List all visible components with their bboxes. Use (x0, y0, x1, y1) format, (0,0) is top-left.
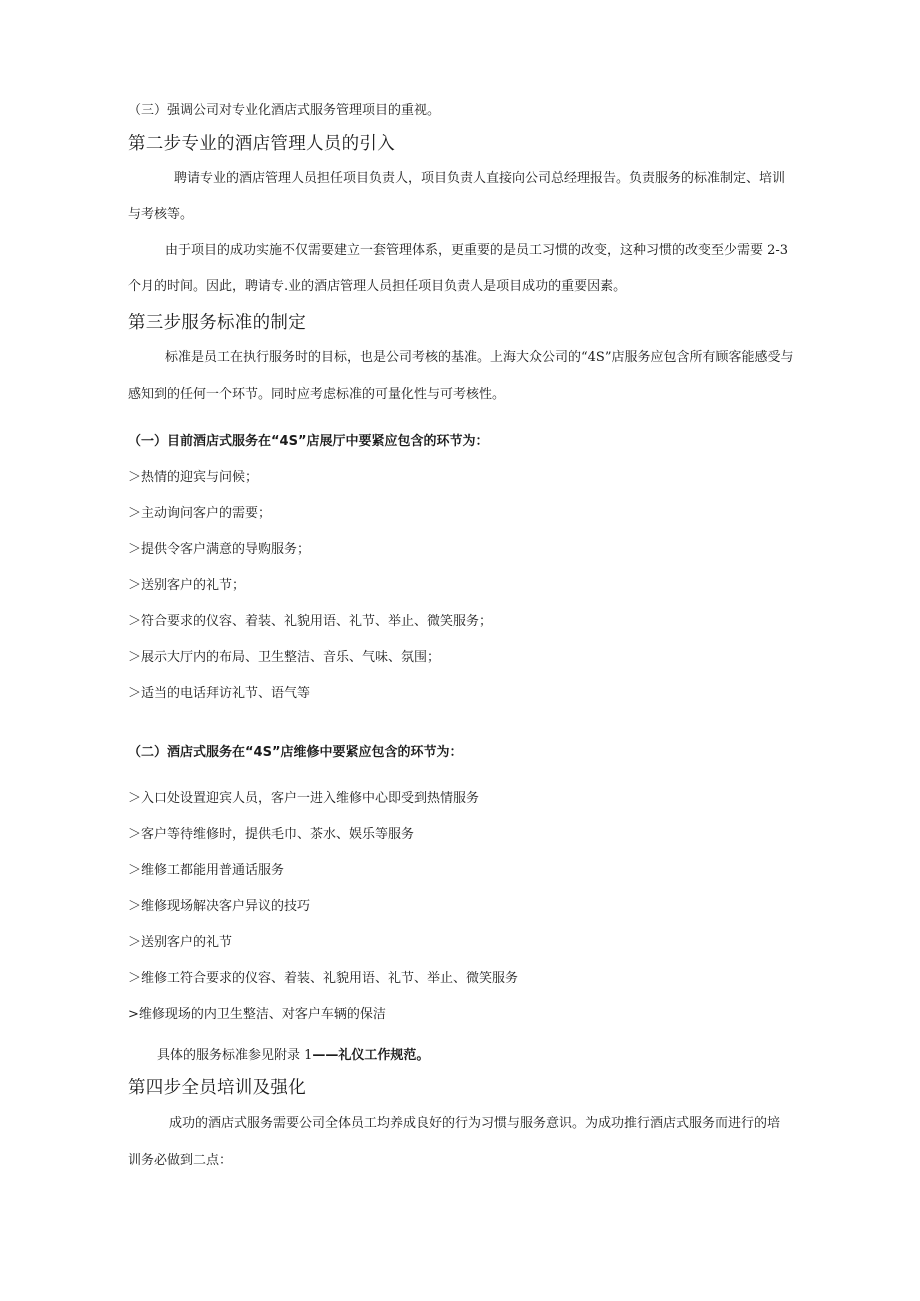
list-item: ＞送别客户的礼节 (128, 935, 233, 950)
list-item: ＞入口处设置迎宾人员，客户一进入维修中心即受到热情服务 (128, 791, 480, 806)
list-item: ＞适当的电话拜访礼节、语气等 (128, 686, 311, 701)
step2-paragraph1-line2: 与考核等。 (128, 207, 194, 222)
step2-paragraph2-line2: 个月的时间。因此，聘请专.业的酒店管理人员担任项目负责人是项目成功的重要因素。 (128, 279, 627, 294)
list-item: ＞提供令客户满意的导购服务； (128, 542, 311, 557)
list-item: ＞符合要求的仪容、着装、礼貌用语、礼节、举止、微笑服务； (128, 614, 493, 629)
step4-heading: 第四步全员培训及强化 (128, 1078, 306, 1098)
appendix-reference-text: 具体的服务标准参见附录 1 (157, 1048, 313, 1063)
list-item: ＞主动询问客户的需要； (128, 506, 272, 521)
step4-paragraph1-line2: 训务必做到二点： (128, 1153, 233, 1168)
list-item: ＞送别客户的礼节； (128, 578, 246, 593)
intro-line: （三）强调公司对专业化酒店式服务管理项目的重视。 (128, 103, 441, 118)
step2-paragraph1-line1: 聘请专业的酒店管理人员担任项目负责人，项目负责人直接向公司总经理报告。负责服务的标准制定、培训 (174, 171, 786, 186)
list-item: ＞热情的迎宾与问候； (128, 470, 259, 485)
step3-paragraph1-line2: 感知到的任何一个环节。同时应考虑标准的可量化性与可考核性。 (128, 387, 506, 402)
list-item: ＞维修工都能用普通话服务 (128, 863, 285, 878)
appendix-reference (157, 1047, 429, 1065)
step2-heading: 第二步专业的酒店管理人员的引入 (128, 134, 395, 154)
maintenance-subheading: （二）酒店式服务在“4S”店维修中要紧应包含的环节为： (128, 745, 463, 760)
step3-heading: 第三步服务标准的制定 (128, 313, 306, 333)
list-item: >维修现场的内卫生整洁、对客户车辆的保洁 (128, 1007, 386, 1022)
list-item: ＞客户等待维修时，提供毛巾、茶水、娱乐等服务 (128, 827, 415, 842)
list-item: ＞展示大厅内的布局、卫生整洁、音乐、气味、氛围； (128, 650, 441, 665)
list-item: ＞维修工符合要求的仪容、着装、礼貌用语、礼节、举止、微笑服务 (128, 971, 519, 986)
list-item: ＞维修现场解决客户异议的技巧 (128, 899, 311, 914)
step4-paragraph1-line1: 成功的酒店式服务需要公司全体员工均养成良好的行为习惯与服务意识。为成功推行酒店式服务而进行的培 (169, 1116, 781, 1131)
appendix-reference-title: ——礼仪工作规范。 (312, 1048, 430, 1063)
step3-paragraph1-line1: 标准是员工在执行服务时的目标，也是公司考核的基准。上海大众公司的“4S”店服务应包含所有顾客能感受与 (165, 350, 794, 365)
step2-paragraph2-line1: 由于项目的成功实施不仅需要建立一套管理体系，更重要的是员工习惯的改变，这种习惯的改变至少需要 2-3 (165, 243, 789, 258)
showroom-subheading: （一）目前酒店式服务在“4S”店展厅中要紧应包含的环节为： (128, 434, 489, 449)
